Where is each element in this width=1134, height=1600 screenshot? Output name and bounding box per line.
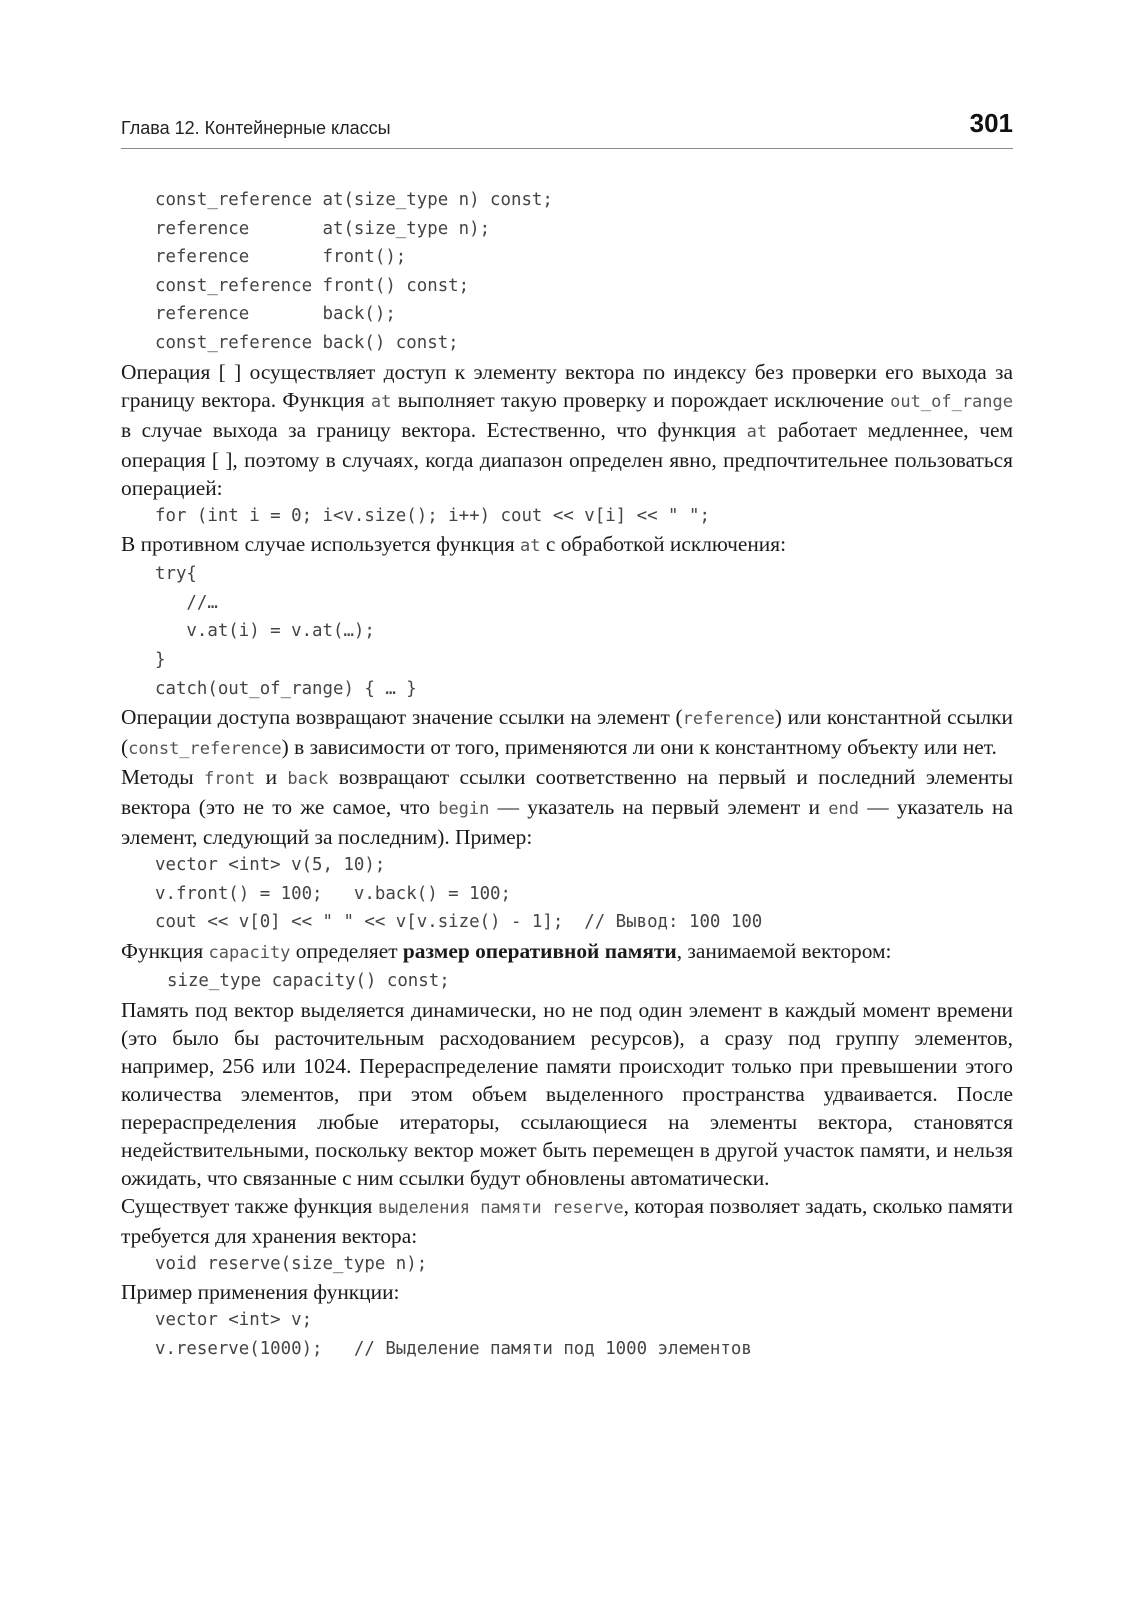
code-block-try-catch: try{ //… v.at(i) = v.at(…); } catch(out_of_range) { … } (155, 564, 417, 699)
paragraph-at-exception (121, 530, 1013, 560)
inline-code: capacity (208, 942, 291, 963)
inline-code: at (746, 421, 768, 442)
text: — указатель на элемент, следующий за последним). Пример: (121, 795, 1013, 850)
text: определяет (290, 938, 403, 963)
code-block-vector-example: vector <int> v(5, 10); v.front() = 100; v.back() = 100; cout << v[0] << " " << v[v.size() - 1]; // Вывод: 100 100 (155, 855, 763, 933)
text: — указатель на первый элемент и (489, 795, 829, 820)
inline-code: выделения памяти reserve (377, 1197, 624, 1218)
text: и (255, 765, 288, 790)
text: выполняет такую проверку и порождает исключение (391, 387, 891, 412)
code-block-reserve-example: vector <int> v; v.reserve(1000); // Выделение памяти под 1000 элементов (155, 1310, 752, 1359)
text: ) в зависимости от того, применяются ли они к константному объекту или нет. (281, 735, 997, 760)
inline-code: front (204, 769, 256, 790)
code-block-reserve-signature: void reserve(size_type n); (155, 1253, 428, 1274)
text: в случае выхода за границу вектора. Естественно, что функция (121, 417, 747, 442)
text: ) или константной ссылки ( (121, 705, 1013, 760)
text: возвращают ссылки соответственно на первый и последний элементы вектора (это не то же самое, что (121, 765, 1013, 820)
text: Функция (121, 938, 209, 963)
text: с обработкой исключения: (540, 532, 787, 557)
text: , занимаемой вектором: (676, 938, 892, 963)
text: , которая позволяет задать, сколько памяти требуется для хранения вектора: (121, 1193, 1013, 1248)
code-block-for-loop: for (int i = 0; i<v.size(); i++) cout << v[i] << " "; (155, 505, 710, 526)
page-number: 301 (969, 108, 1013, 138)
chapter-title: Глава 12. Контейнерные классы (121, 118, 391, 138)
text: Методы (121, 765, 205, 790)
text: В противном случае используется функция (121, 532, 521, 557)
paragraph-memory-allocation: Память под вектор выделяется динамически, но не под один элемент в каждый момент времени (это было бы расточительным расходованием ресурсов), а сразу под группу элементов, например, 256 или 1024. Перераспределение памяти происходит только при превышении этого количества элементов, при этом объем выделенного пространства удваивается. После перераспределения любые итераторы, ссылающиеся на элементы вектора, становятся недействительными, поскольку вектор может быть перемещен в другой участок памяти, и нельзя ожидать, что связанные с ним ссылки будут обновлены автоматически. (121, 997, 1013, 1190)
paragraph-reference-values (121, 703, 1013, 763)
paragraph-front-back (121, 763, 1013, 851)
text: Операция [ ] осуществляет доступ к элементу вектора по индексу без проверки его выхода за границу вектора. Функция (121, 359, 1013, 412)
inline-code: back (287, 769, 329, 790)
paragraph-capacity (121, 937, 1013, 967)
text: работает медленнее, чем операция [ ], поэтому в случаях, когда диапазон определен явно, предпочтительнее пользоваться операцией: (121, 417, 1013, 500)
paragraph-usage-example: Пример применения функции: (121, 1280, 400, 1305)
text: Операции доступа возвращают значение ссылки на элемент ( (121, 705, 683, 730)
inline-code: at (370, 391, 392, 412)
inline-code: begin (438, 799, 490, 820)
paragraph-index-operation (121, 358, 1013, 502)
inline-code: at (520, 536, 541, 557)
inline-code: reference (682, 709, 775, 730)
page-body (121, 186, 1013, 1363)
bold-term: размер оперативной памяти (402, 938, 677, 963)
inline-code: end (828, 799, 859, 820)
text: Существует также функция (121, 1193, 378, 1218)
running-header (121, 108, 1013, 149)
code-block-capacity-signature: size_type capacity() const; (167, 970, 450, 991)
inline-code: out_of_range (890, 391, 1013, 412)
paragraph-reserve (121, 1192, 1013, 1250)
inline-code: const_reference (128, 739, 282, 760)
code-block-access-methods: const_reference at(size_type n) const; reference at(size_type n); reference front(); const_reference front() const; reference back(); const_reference back() const; (155, 190, 553, 353)
